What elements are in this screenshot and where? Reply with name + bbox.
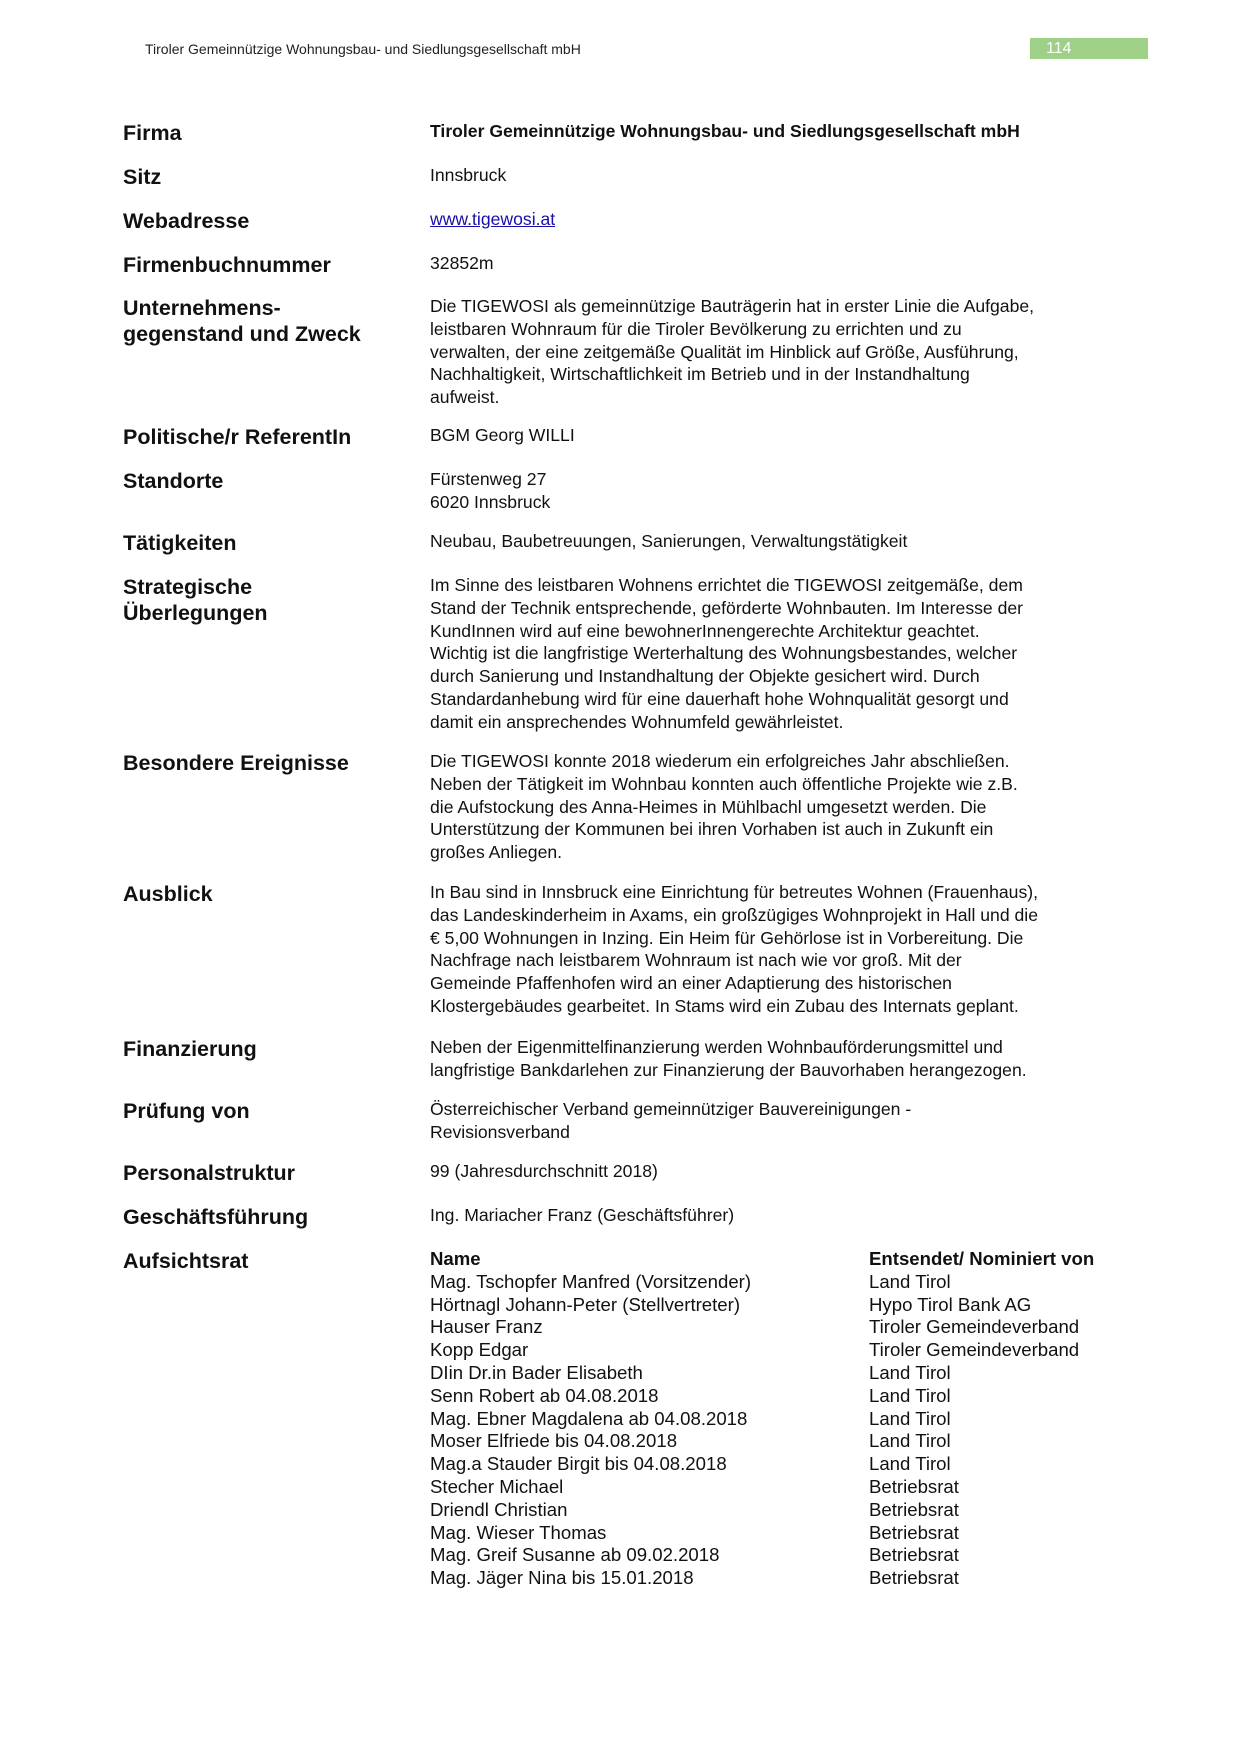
text-line: € 5,00 Wohnungen in Inzing. Ein Heim für Gehörlose ist in Vorbereitung. Die xyxy=(430,927,1024,948)
label-sitz: Sitz xyxy=(123,165,162,189)
website-link[interactable]: www.tigewosi.at xyxy=(430,209,556,229)
text-line: die Aufstockung des Anna-Heimes in Mühlbachl umgesetzt werden. Die xyxy=(430,796,987,817)
board-nominated-header: Entsendet/ Nominiert von xyxy=(869,1248,1095,1269)
board-member-name: Mag.a Stauder Birgit bis 04.08.2018 xyxy=(430,1453,727,1475)
board-member-nominated-by: Land Tirol xyxy=(869,1361,951,1383)
board-member-name: Mag. Ebner Magdalena ab 04.08.2018 xyxy=(430,1407,748,1429)
board-nominated-column xyxy=(869,1248,1159,1590)
board-names-column xyxy=(430,1248,860,1590)
board-member-name: Mag. Jäger Nina bis 15.01.2018 xyxy=(430,1567,694,1589)
text-line: Standardanhebung wird für eine dauerhaft hohe Wohnqualität gesorgt und xyxy=(430,688,1009,709)
value-fuehrung: Ing. Mariacher Franz (Geschäftsführer) xyxy=(430,1205,735,1225)
text-line: leistbaren Wohnraum für die Tiroler Bevölkerung zu errichten und zu xyxy=(430,318,962,339)
board-member-nominated-by: Betriebsrat xyxy=(869,1498,959,1520)
text-line: In Bau sind in Innsbruck eine Einrichtung für betreutes Wohnen (Frauenhaus), xyxy=(430,882,1038,902)
board-name-header: Name xyxy=(430,1248,481,1269)
board-member-name: Mag. Tschopfer Manfred (Vorsitzender) xyxy=(430,1270,752,1292)
board-member-nominated-by: Betriebsrat xyxy=(869,1567,959,1589)
text-line: Unterstützung der Kommunen bei ihren Vorhaben ist auch in Zukunft ein xyxy=(430,819,994,840)
board-member-nominated-by: Land Tirol xyxy=(869,1384,951,1406)
label-ausblick: Ausblick xyxy=(123,882,213,906)
page-header-title: Tiroler Gemeinnützige Wohnungsbau- und Siedlungsgesellschaft mbH xyxy=(145,41,581,57)
label-finanzierung: Finanzierung xyxy=(123,1037,257,1061)
board-member-nominated-by: Betriebsrat xyxy=(869,1475,959,1497)
board-member-nominated-by: Betriebsrat xyxy=(869,1521,959,1543)
value-referent: BGM Georg WILLI xyxy=(430,425,575,445)
label-line: Unternehmens- xyxy=(123,296,281,320)
board-member-nominated-by: Betriebsrat xyxy=(869,1544,959,1566)
label-strategie xyxy=(123,574,413,626)
board-member-nominated-by: Land Tirol xyxy=(869,1453,951,1475)
label-webadresse: Webadresse xyxy=(123,209,250,233)
label-firma: Firma xyxy=(123,121,182,145)
board-member-name: DIin Dr.in Bader Elisabeth xyxy=(430,1361,643,1383)
text-line: Wichtig ist die langfristige Werterhaltung des Wohnungsbestandes, welcher xyxy=(430,643,1018,664)
board-member-nominated-by: Land Tirol xyxy=(869,1407,951,1429)
text-line: Neben der Tätigkeit im Wohnbau konnten auch öffentliche Projekte wie z.B. xyxy=(430,773,1018,794)
label-pruefung: Prüfung von xyxy=(123,1099,250,1123)
value-firmenbuch: 32852m xyxy=(430,253,494,273)
value-standorte xyxy=(430,468,1130,514)
value-taetigkeiten: Neubau, Baubetreuungen, Sanierungen, Verwaltungstätigkeit xyxy=(430,531,908,551)
board-member-nominated-by: Land Tirol xyxy=(869,1430,951,1452)
board-member-name: Hörtnagl Johann-Peter (Stellvertreter) xyxy=(430,1293,741,1315)
label-firmenbuch: Firmenbuchnummer xyxy=(123,253,331,277)
label-line: Überlegungen xyxy=(123,601,268,625)
label-taetigkeiten: Tätigkeiten xyxy=(123,531,237,555)
board-member-name: Kopp Edgar xyxy=(430,1339,529,1361)
text-line: das Landeskinderheim in Axams, ein großzügiges Wohnprojekt in Hall und die xyxy=(430,904,1038,925)
text-line: Die TIGEWOSI als gemeinnützige Bauträgerin hat in erster Linie die Aufgabe, xyxy=(430,296,1035,316)
page-number-badge: 114 xyxy=(1030,38,1148,59)
value-finanzierung xyxy=(430,1036,1130,1082)
text-line: Klostergebäudes gearbeitet. In Stams wird ein Zubau des Internats geplant. xyxy=(430,995,1019,1016)
text-line: damit ein ansprechendes Wohnumfeld gewährleistet. xyxy=(430,711,844,732)
text-line: durch Sanierung und Instandhaltung der Objekte gesichert wird. Durch xyxy=(430,666,980,687)
text-line: Nachhaltigkeit, Wirtschaftlichkeit im Betrieb und in der Instandhaltung xyxy=(430,364,970,385)
value-personal: 99 (Jahresdurchschnitt 2018) xyxy=(430,1161,658,1181)
text-line: Nachfrage nach leistbarem Wohnraum ist nach wie vor groß. Mit der xyxy=(430,950,962,971)
text-line: langfristige Bankdarlehen zur Finanzierung der Bauvorhaben herangezogen. xyxy=(430,1059,1027,1080)
text-line: aufweist. xyxy=(430,387,500,408)
text-line: Gemeinde Pfaffenhofen wird an einer Adaptierung des historischen xyxy=(430,973,952,994)
value-firma: Tiroler Gemeinnützige Wohnungsbau- und Siedlungsgesellschaft mbH xyxy=(430,121,1020,141)
label-referent: Politische/r ReferentIn xyxy=(123,425,352,449)
text-line: Im Sinne des leistbaren Wohnens errichtet die TIGEWOSI zeitgemäße, dem xyxy=(430,575,1023,595)
board-member-nominated-by: Tiroler Gemeindeverband xyxy=(869,1339,1080,1361)
label-standorte: Standorte xyxy=(123,469,224,493)
label-fuehrung: Geschäftsführung xyxy=(123,1205,309,1229)
text-line: verwalten, der eine zeitgemäße Qualität im Hinblick auf Größe, Ausführung, xyxy=(430,341,1019,362)
board-member-name: Stecher Michael xyxy=(430,1475,564,1497)
text-line: KundInnen wird auf eine bewohnerInnengerechte Architektur geachtet. xyxy=(430,620,980,641)
label-line: gegenstand und Zweck xyxy=(123,322,361,346)
value-pruefung xyxy=(430,1098,1130,1144)
label-aufsichtsrat: Aufsichtsrat xyxy=(123,1249,249,1273)
board-member-name: Hauser Franz xyxy=(430,1316,543,1338)
value-ausblick xyxy=(430,881,1130,1018)
board-member-name: Driendl Christian xyxy=(430,1498,568,1520)
value-sitz: Innsbruck xyxy=(430,165,507,185)
value-strategie xyxy=(430,574,1130,734)
text-line: Österreichischer Verband gemeinnütziger Bauvereinigungen - xyxy=(430,1099,912,1119)
text-line: Fürstenweg 27 xyxy=(430,469,547,489)
label-personal: Personalstruktur xyxy=(123,1161,296,1185)
text-line: Die TIGEWOSI konnte 2018 wiederum ein erfolgreiches Jahr abschließen. xyxy=(430,751,1010,771)
label-gegenstand xyxy=(123,295,413,347)
text-line: Stand der Technik entsprechende, geförderte Wohnbauten. Im Interesse der xyxy=(430,597,1024,618)
value-gegenstand xyxy=(430,295,1130,409)
board-member-name: Mag. Wieser Thomas xyxy=(430,1521,607,1543)
value-ereignisse xyxy=(430,750,1130,864)
text-line: großes Anliegen. xyxy=(430,842,563,863)
board-member-nominated-by: Tiroler Gemeindeverband xyxy=(869,1316,1080,1338)
board-member-name: Mag. Greif Susanne ab 09.02.2018 xyxy=(430,1544,720,1566)
board-member-name: Senn Robert ab 04.08.2018 xyxy=(430,1384,659,1406)
board-member-nominated-by: Land Tirol xyxy=(869,1270,951,1292)
board-member-name: Moser Elfriede bis 04.08.2018 xyxy=(430,1430,678,1452)
text-line: Neben der Eigenmittelfinanzierung werden Wohnbauförderungsmittel und xyxy=(430,1037,1003,1057)
value-webadresse xyxy=(430,208,1130,231)
label-ereignisse: Besondere Ereignisse xyxy=(123,751,349,775)
label-line: Strategische xyxy=(123,575,253,599)
text-line: 6020 Innsbruck xyxy=(430,491,551,512)
board-member-nominated-by: Hypo Tirol Bank AG xyxy=(869,1293,1032,1315)
text-line: Revisionsverband xyxy=(430,1121,570,1142)
